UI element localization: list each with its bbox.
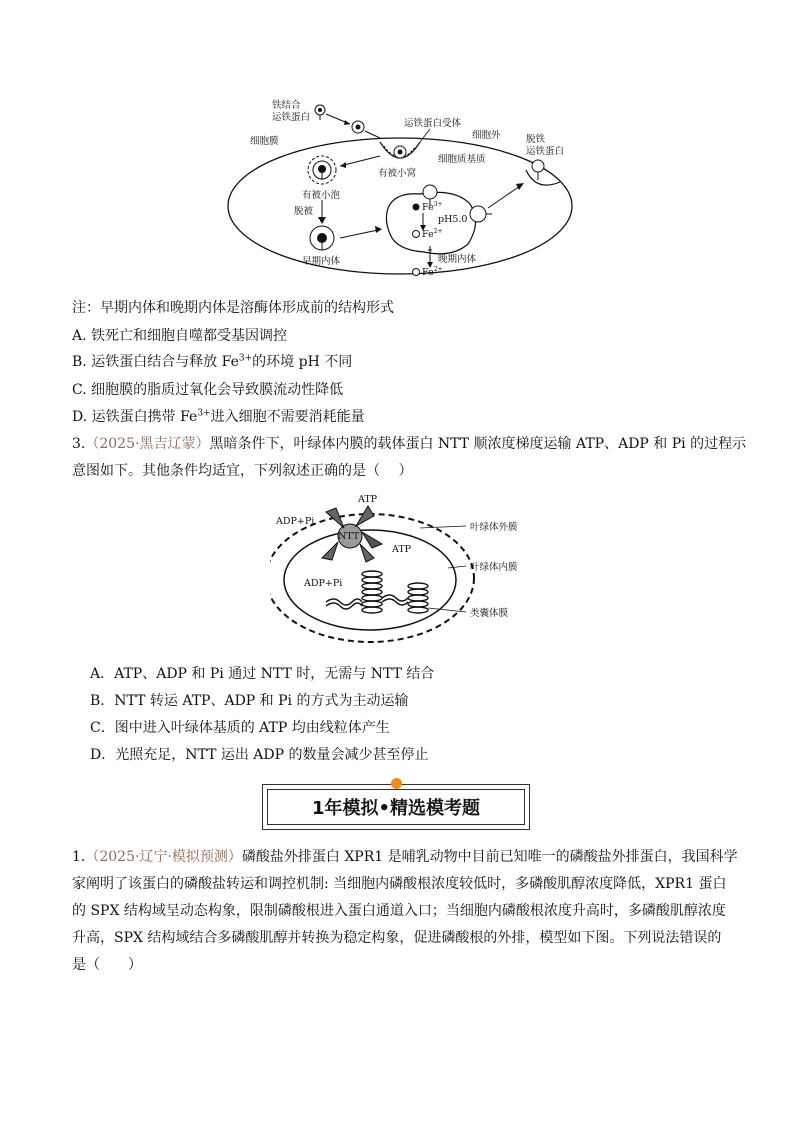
q3-source: （2025·黑吉辽蒙） (85, 436, 210, 452)
section-banner (262, 784, 530, 830)
label-apo-1: 脱铁 (526, 134, 546, 145)
label-atp-mid: ATP (392, 544, 412, 555)
label-outer: 叶绿体外膜 (470, 522, 518, 533)
q2-option-d: D. 运铁蛋白携带 $Fe^{3+}$进入细胞不需要消耗能量 (72, 408, 365, 425)
label-fe2b: $Fe^{2+}$ (422, 266, 443, 278)
label-outside: 细胞外 (472, 130, 501, 141)
label-fe3: $Fe^{3+}$ (422, 201, 443, 213)
q2-option-c: C. 细胞膜的脂质过氧化会导致膜流动性降低 (72, 382, 344, 398)
q1-source: （2025·辽宁·模拟预测） (85, 849, 242, 865)
label-adp-pi-top: ADP+Pi (276, 516, 315, 527)
label-adp-pi-mid: ADP+Pi (304, 578, 343, 589)
q3-option-a: A．ATP、ADP 和 Pi 通过 NTT 时，无需与 NTT 结合 (90, 666, 435, 682)
q2-option-a: A. 铁死亡和细胞自噬都受基因调控 (72, 328, 288, 344)
q2-option-b: B. 运铁蛋白结合与释放 $Fe^{3+}$的环境 pH 不同 (72, 353, 353, 370)
label-receptor: 运铁蛋白受体 (404, 118, 462, 129)
q3-option-d: D．光照充足，NTT 运出 ADP 的数量会减少甚至停止 (90, 747, 429, 763)
q2-note: 注：早期内体和晚期内体是溶酶体形成前的结构形式 (72, 300, 394, 316)
label-inner: 叶绿体内膜 (470, 562, 518, 573)
label-matrix: 细胞质基质 (438, 154, 486, 165)
q1-line2: 家阐明了该蛋白的磷酸盐转运和调控机制: 当细胞内磷酸根浓度较低时，多磷酸肌醇浓度降低，XPR1 蛋白 (72, 876, 727, 892)
q3-option-b: B．NTT 转运 ATP、ADP 和 Pi 的方式为主动运输 (90, 693, 409, 709)
label-atp-top: ATP (358, 494, 378, 505)
q1-line5: 是（ ） (72, 957, 142, 973)
q3-stem-line2: 意图如下。其他条件均适宜，下列叙述正确的是（ ） (72, 463, 413, 479)
label-early: 早期内体 (302, 256, 341, 267)
transferrin-diagram (220, 96, 580, 280)
banner-dot-icon (391, 778, 402, 789)
section-banner-title: 1年模拟•精选模考题 (267, 789, 525, 825)
q1-line4: 升高，SPX 结构域结合多磷酸肌醇并转换为稳定构象，促进磷酸根的外排，模型如下图。下列说法错误的 (72, 930, 722, 946)
label-ph: pH5.0 (438, 214, 468, 225)
label-late: 晚期内体 (438, 254, 477, 265)
label-ntt: NTT (338, 531, 360, 542)
q1-line3: 的 SPX 结构域呈动态构象，限制磷酸根进入蛋白通道入口；当细胞内磷酸根浓度升高时，多磷酸肌醇浓度 (72, 903, 726, 919)
label-uncoat: 脱被 (294, 206, 314, 217)
label-vesicle: 有被小泡 (302, 190, 341, 201)
label-pit: 有被小窝 (378, 168, 417, 179)
label-iron-transferrin-2: 运铁蛋白 (272, 112, 311, 123)
label-membrane: 细胞膜 (250, 136, 279, 147)
q3-option-c: C．图中进入叶绿体基质的 ATP 均由线粒体产生 (90, 720, 390, 736)
label-iron-transferrin-1: 铁结合 (272, 100, 301, 111)
label-fe2: $Fe^{2+}$ (422, 228, 443, 240)
q1-line1: 1.（2025·辽宁·模拟预测）磷酸盐外排蛋白 XPR1 是哺乳动物中目前已知唯一的磷酸盐外排蛋白，我国科学 (72, 849, 738, 865)
label-thylakoid: 类囊体膜 (470, 608, 509, 619)
chloroplast-ntt-diagram (270, 488, 540, 648)
label-apo-2: 运铁蛋白 (526, 146, 565, 157)
q3-stem-line1: 3.（2025·黑吉辽蒙）黑暗条件下，叶绿体内膜的载体蛋白 NTT 顺浓度梯度运输 ATP、ADP 和 Pi 的过程示 (72, 436, 747, 452)
